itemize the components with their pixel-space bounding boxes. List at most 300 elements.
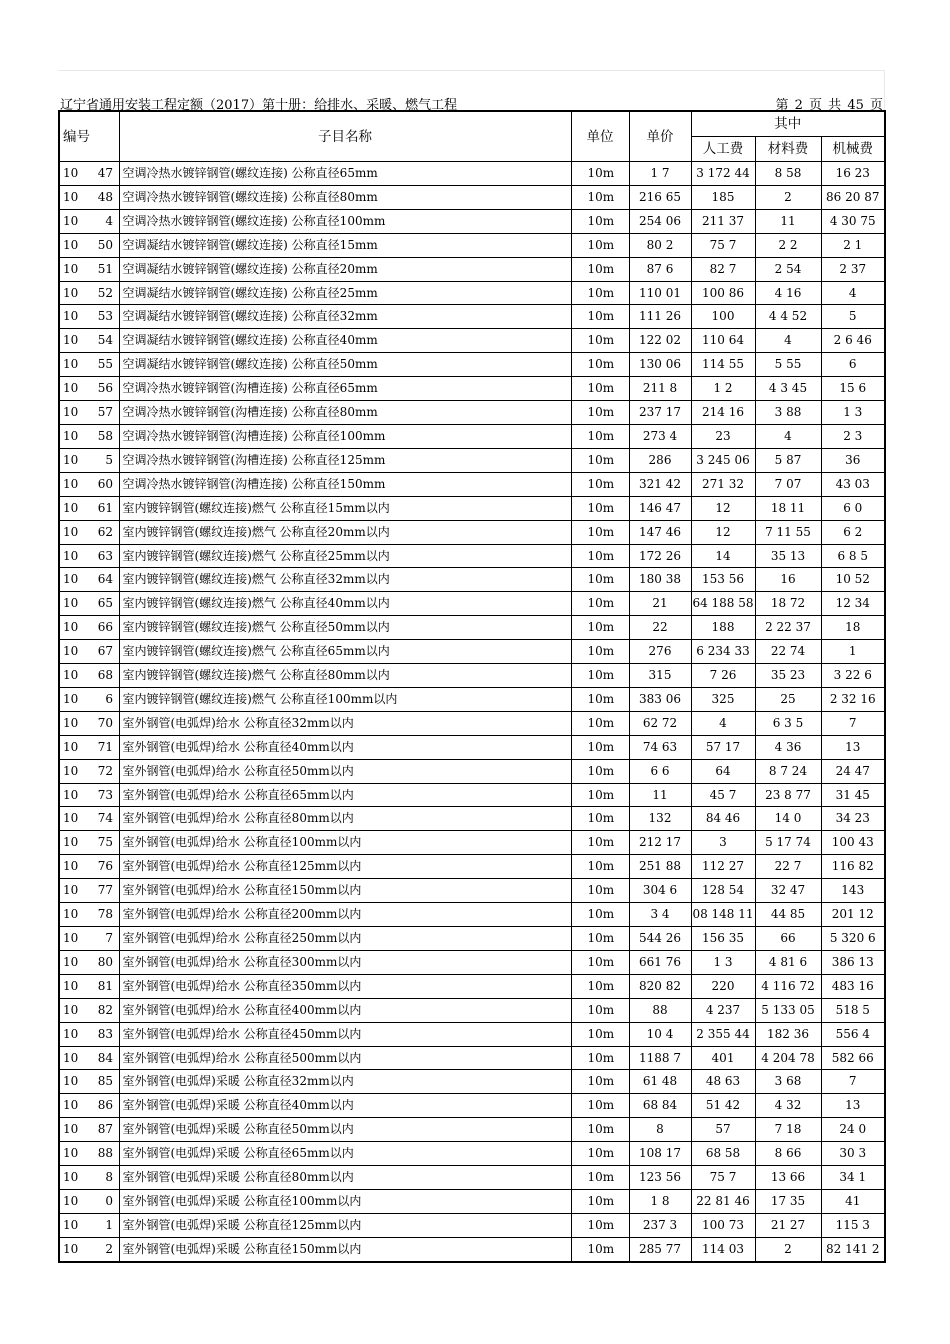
- item-unit: 10m: [571, 640, 629, 664]
- item-code: [59, 807, 119, 831]
- item-unit: 10m: [571, 1046, 629, 1070]
- item-code-prefix: 10: [63, 811, 79, 826]
- item-name: 空调凝结水镀锌钢管(螺纹连接) 公称直径50mm: [119, 353, 571, 377]
- item-code-prefix: 10: [63, 907, 79, 922]
- item-name: 室外钢管(电弧焊)给水 公称直径300mm以内: [119, 950, 571, 974]
- item-code: [59, 257, 119, 281]
- table-row: [59, 448, 885, 472]
- table-row: [59, 496, 885, 520]
- item-price: 544 26: [629, 927, 691, 951]
- item-material: 2: [755, 185, 821, 209]
- item-material: 44 85: [755, 903, 821, 927]
- item-unit: 10m: [571, 807, 629, 831]
- item-labor: 214 16: [691, 401, 755, 425]
- item-material: 4 4 52: [755, 305, 821, 329]
- item-code-number: 55: [97, 357, 113, 372]
- item-machine: 2 32 16: [821, 687, 885, 711]
- item-code-number: 57: [97, 405, 113, 420]
- item-code-number: 66: [97, 620, 113, 635]
- item-name: 室外钢管(电弧焊)给水 公称直径450mm以内: [119, 1022, 571, 1046]
- table-row: [59, 998, 885, 1022]
- item-code-prefix: 10: [63, 978, 79, 993]
- item-code: [59, 711, 119, 735]
- item-code-number: 5: [105, 452, 113, 467]
- item-code-number: 86: [97, 1098, 113, 1113]
- item-code: [59, 305, 119, 329]
- item-unit: 10m: [571, 1022, 629, 1046]
- item-labor: 156 35: [691, 927, 755, 951]
- item-labor: 23: [691, 424, 755, 448]
- item-code-prefix: 10: [63, 644, 79, 659]
- item-labor: 82 7: [691, 257, 755, 281]
- item-material: 66: [755, 927, 821, 951]
- table-row: [59, 903, 885, 927]
- item-machine: 1 3: [821, 401, 885, 425]
- item-code-number: 8: [105, 1170, 113, 1185]
- item-labor: 75 7: [691, 1166, 755, 1190]
- item-unit: 10m: [571, 1213, 629, 1237]
- item-material: 4 204 78: [755, 1046, 821, 1070]
- item-machine: 6 8 5: [821, 544, 885, 568]
- col-header-material: 材料费: [755, 137, 821, 162]
- item-machine: 82 141 2: [821, 1237, 885, 1261]
- table-row: [59, 711, 885, 735]
- item-code-prefix: 10: [63, 309, 79, 324]
- item-labor: 64 188 58: [691, 592, 755, 616]
- item-labor: 7 26: [691, 664, 755, 688]
- item-unit: 10m: [571, 209, 629, 233]
- table-row: [59, 640, 885, 664]
- item-price: 22: [629, 616, 691, 640]
- item-price: 61 48: [629, 1070, 691, 1094]
- item-price: 110 01: [629, 281, 691, 305]
- item-name: 空调凝结水镀锌钢管(螺纹连接) 公称直径20mm: [119, 257, 571, 281]
- item-price: 1 8: [629, 1189, 691, 1213]
- item-machine: 13: [821, 735, 885, 759]
- item-code: [59, 927, 119, 951]
- item-name: 室外钢管(电弧焊)采暖 公称直径32mm以内: [119, 1070, 571, 1094]
- item-price: 315: [629, 664, 691, 688]
- item-material: 4: [755, 329, 821, 353]
- item-name: 室内镀锌钢管(螺纹连接)燃气 公称直径50mm以内: [119, 616, 571, 640]
- item-labor: 4: [691, 711, 755, 735]
- item-code-number: 76: [97, 859, 113, 874]
- item-unit: 10m: [571, 544, 629, 568]
- item-material: 5 55: [755, 353, 821, 377]
- item-name: 室内镀锌钢管(螺纹连接)燃气 公称直径65mm以内: [119, 640, 571, 664]
- item-code-prefix: 10: [63, 357, 79, 372]
- item-price: 8: [629, 1118, 691, 1142]
- item-code-prefix: 10: [63, 500, 79, 515]
- col-header-machine: 机械费: [821, 137, 885, 162]
- item-name: 空调凝结水镀锌钢管(螺纹连接) 公称直径25mm: [119, 281, 571, 305]
- item-code: [59, 233, 119, 257]
- item-unit: 10m: [571, 1166, 629, 1190]
- item-name: 空调冷热水镀锌钢管(沟槽连接) 公称直径150mm: [119, 472, 571, 496]
- item-labor: 57 17: [691, 735, 755, 759]
- item-material: 3 68: [755, 1070, 821, 1094]
- item-material: 3 88: [755, 401, 821, 425]
- item-price: 273 4: [629, 424, 691, 448]
- item-unit: 10m: [571, 377, 629, 401]
- item-code-prefix: 10: [63, 548, 79, 563]
- item-code-number: 87: [97, 1122, 113, 1137]
- item-name: 空调冷热水镀锌钢管(沟槽连接) 公称直径80mm: [119, 401, 571, 425]
- item-name: 室外钢管(电弧焊)采暖 公称直径80mm以内: [119, 1166, 571, 1190]
- item-labor: 188: [691, 616, 755, 640]
- item-code: [59, 448, 119, 472]
- table-row: [59, 616, 885, 640]
- table-row: [59, 1094, 885, 1118]
- item-code-prefix: 10: [63, 428, 79, 443]
- table-row: [59, 520, 885, 544]
- item-material: 6 3 5: [755, 711, 821, 735]
- item-machine: 4: [821, 281, 885, 305]
- col-header-group: 其中: [691, 111, 885, 137]
- quota-table: [58, 110, 886, 1263]
- col-header-code: 编号: [59, 111, 119, 162]
- table-row: [59, 664, 885, 688]
- item-name: 空调凝结水镀锌钢管(螺纹连接) 公称直径15mm: [119, 233, 571, 257]
- item-machine: 36: [821, 448, 885, 472]
- table-row: [59, 759, 885, 783]
- item-price: 62 72: [629, 711, 691, 735]
- item-labor: 84 46: [691, 807, 755, 831]
- item-machine: 4 30 75: [821, 209, 885, 233]
- table-row: [59, 401, 885, 425]
- item-code-prefix: 10: [63, 859, 79, 874]
- item-code: [59, 472, 119, 496]
- item-material: 23 8 77: [755, 783, 821, 807]
- item-material: 11: [755, 209, 821, 233]
- item-name: 室外钢管(电弧焊)给水 公称直径50mm以内: [119, 759, 571, 783]
- item-labor: 3 245 06: [691, 448, 755, 472]
- item-code-prefix: 10: [63, 1122, 79, 1137]
- item-code-prefix: 10: [63, 1026, 79, 1041]
- table-row: [59, 1142, 885, 1166]
- item-code-number: 77: [97, 883, 113, 898]
- item-machine: 1: [821, 640, 885, 664]
- col-header-labor: 人工费: [691, 137, 755, 162]
- item-unit: 10m: [571, 353, 629, 377]
- item-unit: 10m: [571, 927, 629, 951]
- item-code-number: 70: [97, 715, 113, 730]
- item-code: [59, 759, 119, 783]
- item-name: 室外钢管(电弧焊)给水 公称直径350mm以内: [119, 974, 571, 998]
- table-row: [59, 807, 885, 831]
- item-code-prefix: 10: [63, 1098, 79, 1113]
- item-machine: 556 4: [821, 1022, 885, 1046]
- item-unit: 10m: [571, 831, 629, 855]
- item-price: 111 26: [629, 305, 691, 329]
- item-machine: 6 0: [821, 496, 885, 520]
- item-code: [59, 377, 119, 401]
- item-labor: 114 55: [691, 353, 755, 377]
- item-material: 4 3 45: [755, 377, 821, 401]
- item-unit: 10m: [571, 616, 629, 640]
- item-unit: 10m: [571, 568, 629, 592]
- item-unit: 10m: [571, 592, 629, 616]
- item-code: [59, 496, 119, 520]
- item-labor: 48 63: [691, 1070, 755, 1094]
- item-material: 5 17 74: [755, 831, 821, 855]
- item-code: [59, 1118, 119, 1142]
- item-labor: 22 81 46: [691, 1189, 755, 1213]
- table-row: [59, 353, 885, 377]
- item-price: 321 42: [629, 472, 691, 496]
- item-code-number: 65: [97, 596, 113, 611]
- item-name: 室内镀锌钢管(螺纹连接)燃气 公称直径80mm以内: [119, 664, 571, 688]
- item-code-prefix: 10: [63, 620, 79, 635]
- item-price: 820 82: [629, 974, 691, 998]
- item-price: 211 8: [629, 377, 691, 401]
- item-material: 5 133 05: [755, 998, 821, 1022]
- item-machine: 5: [821, 305, 885, 329]
- col-header-name: 子目名称: [119, 111, 571, 162]
- item-name: 空调凝结水镀锌钢管(螺纹连接) 公称直径40mm: [119, 329, 571, 353]
- item-machine: 6 2: [821, 520, 885, 544]
- item-name: 室外钢管(电弧焊)给水 公称直径250mm以内: [119, 927, 571, 951]
- item-code: [59, 1189, 119, 1213]
- item-price: 286: [629, 448, 691, 472]
- item-unit: 10m: [571, 1142, 629, 1166]
- item-labor: 12: [691, 520, 755, 544]
- item-unit: 10m: [571, 855, 629, 879]
- item-machine: 34 23: [821, 807, 885, 831]
- item-machine: 3 22 6: [821, 664, 885, 688]
- item-unit: 10m: [571, 1189, 629, 1213]
- item-labor: 68 58: [691, 1142, 755, 1166]
- item-code: [59, 353, 119, 377]
- item-material: 4 81 6: [755, 950, 821, 974]
- item-price: 237 3: [629, 1213, 691, 1237]
- item-code: [59, 401, 119, 425]
- item-code-number: 52: [97, 285, 113, 300]
- item-unit: 10m: [571, 759, 629, 783]
- item-name: 室外钢管(电弧焊)采暖 公称直径50mm以内: [119, 1118, 571, 1142]
- table-row: [59, 257, 885, 281]
- item-code: [59, 998, 119, 1022]
- item-labor: 57: [691, 1118, 755, 1142]
- item-price: 87 6: [629, 257, 691, 281]
- item-code-prefix: 10: [63, 1217, 79, 1232]
- item-price: 10 4: [629, 1022, 691, 1046]
- item-code-prefix: 10: [63, 381, 79, 396]
- table-row: [59, 568, 885, 592]
- item-material: 22 74: [755, 640, 821, 664]
- item-machine: 582 66: [821, 1046, 885, 1070]
- item-name: 室内镀锌钢管(螺纹连接)燃气 公称直径32mm以内: [119, 568, 571, 592]
- item-material: 8 7 24: [755, 759, 821, 783]
- item-code: [59, 162, 119, 186]
- item-code: [59, 855, 119, 879]
- item-labor: 110 64: [691, 329, 755, 353]
- item-code-prefix: 10: [63, 1193, 79, 1208]
- item-code: [59, 1213, 119, 1237]
- item-code: [59, 520, 119, 544]
- item-unit: 10m: [571, 424, 629, 448]
- item-price: 68 84: [629, 1094, 691, 1118]
- item-code-prefix: 10: [63, 787, 79, 802]
- item-code: [59, 329, 119, 353]
- item-machine: 2 37: [821, 257, 885, 281]
- item-name: 室外钢管(电弧焊)给水 公称直径500mm以内: [119, 1046, 571, 1070]
- item-labor: 1 3: [691, 950, 755, 974]
- item-labor: 3: [691, 831, 755, 855]
- item-name: 室外钢管(电弧焊)给水 公称直径80mm以内: [119, 807, 571, 831]
- item-unit: 10m: [571, 903, 629, 927]
- item-code-number: 47: [97, 166, 113, 180]
- item-name: 室外钢管(电弧焊)采暖 公称直径150mm以内: [119, 1237, 571, 1261]
- item-code-number: 6: [105, 691, 113, 706]
- item-machine: 2 6 46: [821, 329, 885, 353]
- item-machine: 18: [821, 616, 885, 640]
- item-name: 室外钢管(电弧焊)采暖 公称直径40mm以内: [119, 1094, 571, 1118]
- item-price: 661 76: [629, 950, 691, 974]
- item-labor: 08 148 11: [691, 903, 755, 927]
- item-code-number: 53: [97, 309, 113, 324]
- item-machine: 12 34: [821, 592, 885, 616]
- item-code-number: 48: [97, 189, 113, 204]
- item-code-number: 74: [97, 811, 113, 826]
- item-code-number: 61: [97, 500, 113, 515]
- table-row: [59, 950, 885, 974]
- item-code: [59, 616, 119, 640]
- item-code-prefix: 10: [63, 166, 79, 180]
- item-price: 80 2: [629, 233, 691, 257]
- item-price: 237 17: [629, 401, 691, 425]
- item-code: [59, 1094, 119, 1118]
- item-unit: 10m: [571, 448, 629, 472]
- item-code-prefix: 10: [63, 405, 79, 420]
- item-price: 11: [629, 783, 691, 807]
- item-name: 空调冷热水镀锌钢管(螺纹连接) 公称直径80mm: [119, 185, 571, 209]
- item-name: 室外钢管(电弧焊)给水 公称直径100mm以内: [119, 831, 571, 855]
- item-name: 室外钢管(电弧焊)采暖 公称直径125mm以内: [119, 1213, 571, 1237]
- item-code: [59, 831, 119, 855]
- item-code-prefix: 10: [63, 931, 79, 945]
- item-code: [59, 664, 119, 688]
- item-code: [59, 974, 119, 998]
- table-row: [59, 687, 885, 711]
- item-code: [59, 783, 119, 807]
- table-row: [59, 544, 885, 568]
- item-price: 304 6: [629, 879, 691, 903]
- item-price: 172 26: [629, 544, 691, 568]
- item-labor: 211 37: [691, 209, 755, 233]
- item-material: 4: [755, 424, 821, 448]
- item-code: [59, 1022, 119, 1046]
- item-material: 17 35: [755, 1189, 821, 1213]
- item-code-number: 82: [97, 1002, 113, 1017]
- item-labor: 220: [691, 974, 755, 998]
- table-row: [59, 185, 885, 209]
- item-code-prefix: 10: [63, 835, 79, 850]
- item-code-number: 2: [105, 1241, 113, 1256]
- item-code: [59, 879, 119, 903]
- table-row: [59, 329, 885, 353]
- item-price: 1 7: [629, 162, 691, 186]
- item-labor: 51 42: [691, 1094, 755, 1118]
- item-machine: 2 1: [821, 233, 885, 257]
- item-code: [59, 209, 119, 233]
- item-labor: 112 27: [691, 855, 755, 879]
- item-labor: 45 7: [691, 783, 755, 807]
- item-name: 室外钢管(电弧焊)给水 公称直径65mm以内: [119, 783, 571, 807]
- item-machine: 31 45: [821, 783, 885, 807]
- item-code-number: 78: [97, 907, 113, 922]
- table-row: [59, 472, 885, 496]
- item-material: 22 7: [755, 855, 821, 879]
- item-material: 4 32: [755, 1094, 821, 1118]
- item-unit: 10m: [571, 281, 629, 305]
- item-price: 21: [629, 592, 691, 616]
- item-code-number: 7: [105, 931, 113, 945]
- item-code-number: 80: [97, 954, 113, 969]
- item-code: [59, 592, 119, 616]
- item-code-number: 85: [97, 1074, 113, 1089]
- item-unit: 10m: [571, 496, 629, 520]
- item-name: 空调冷热水镀锌钢管(螺纹连接) 公称直径100mm: [119, 209, 571, 233]
- document-title: 辽宁省通用安装工程定额（2017）第十册：给排水、采暖、燃气工程: [60, 98, 458, 113]
- table-row: [59, 974, 885, 998]
- item-labor: 14: [691, 544, 755, 568]
- page-number: 第 2 页 共 45 页: [775, 98, 883, 113]
- item-code-prefix: 10: [63, 572, 79, 587]
- item-price: 146 47: [629, 496, 691, 520]
- item-code-number: 67: [97, 644, 113, 659]
- item-code-prefix: 10: [63, 1241, 79, 1256]
- item-unit: 10m: [571, 974, 629, 998]
- item-code: [59, 185, 119, 209]
- item-code-prefix: 10: [63, 596, 79, 611]
- item-unit: 10m: [571, 735, 629, 759]
- item-code: [59, 640, 119, 664]
- page-top-rule: [58, 70, 884, 71]
- item-labor: 1 2: [691, 377, 755, 401]
- item-code-prefix: 10: [63, 213, 79, 228]
- item-labor: 401: [691, 1046, 755, 1070]
- item-name: 室外钢管(电弧焊)给水 公称直径150mm以内: [119, 879, 571, 903]
- item-labor: 100: [691, 305, 755, 329]
- table-row: [59, 1166, 885, 1190]
- item-name: 室内镀锌钢管(螺纹连接)燃气 公称直径20mm以内: [119, 520, 571, 544]
- item-code-number: 68: [97, 668, 113, 683]
- item-code-prefix: 10: [63, 189, 79, 204]
- item-material: 14 0: [755, 807, 821, 831]
- item-machine: 518 5: [821, 998, 885, 1022]
- item-code-number: 4: [105, 213, 113, 228]
- item-code-number: 75: [97, 835, 113, 850]
- item-material: 13 66: [755, 1166, 821, 1190]
- item-machine: 24 47: [821, 759, 885, 783]
- item-unit: 10m: [571, 998, 629, 1022]
- table-row: [59, 927, 885, 951]
- item-code-prefix: 10: [63, 691, 79, 706]
- table-row: [59, 592, 885, 616]
- item-labor: 12: [691, 496, 755, 520]
- item-price: 212 17: [629, 831, 691, 855]
- item-code-number: 51: [97, 261, 113, 276]
- item-unit: 10m: [571, 879, 629, 903]
- item-price: 74 63: [629, 735, 691, 759]
- item-code-prefix: 10: [63, 1170, 79, 1185]
- item-price: 180 38: [629, 568, 691, 592]
- item-name: 室外钢管(电弧焊)给水 公称直径200mm以内: [119, 903, 571, 927]
- table-row: [59, 209, 885, 233]
- item-code-number: 54: [97, 333, 113, 348]
- table-row: [59, 377, 885, 401]
